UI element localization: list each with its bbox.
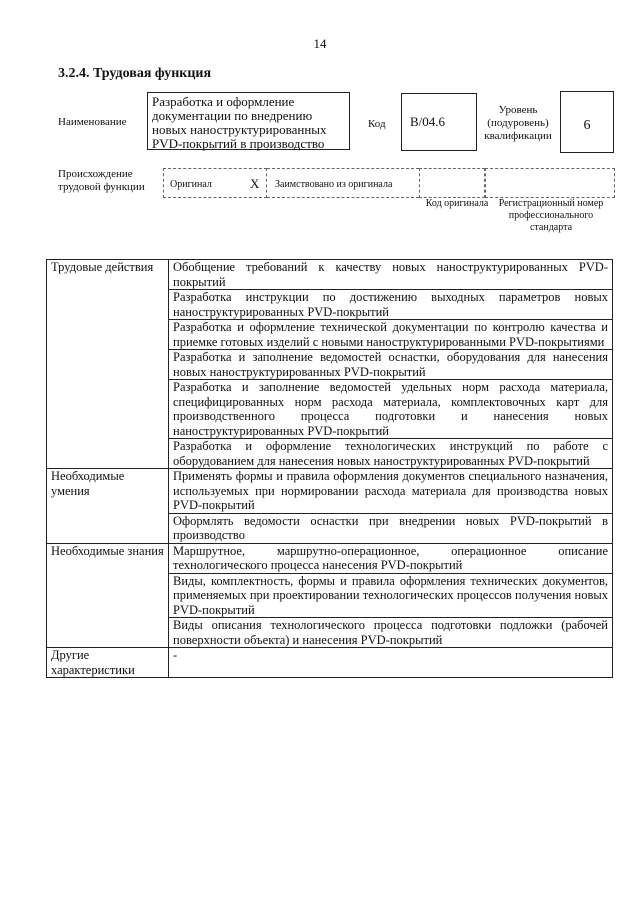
origin-row bbox=[163, 168, 615, 198]
name-value: Разработка и оформление документации по внедрению новых наноструктурированных PVD-покрытий в производство bbox=[147, 92, 350, 150]
code-original-cell bbox=[419, 168, 485, 198]
category-cell: Трудовые действия bbox=[47, 260, 169, 469]
item-cell: Применять формы и правила оформления документов специального назначения, используемых при нормировании расхода материала для производства новых PVD-покрытий bbox=[169, 469, 613, 514]
item-cell: Разработка и заполнение ведомостей оснастки, оборудования для нанесения новых наноструктурированных PVD-покрытий bbox=[169, 350, 613, 380]
borrowed-cell bbox=[267, 168, 419, 198]
item-cell: Разработка и оформление технологических инструкций по работе с оборудованием для нанесения новых наноструктурированных PVD-покрытий bbox=[169, 439, 613, 469]
original-mark: X bbox=[250, 176, 260, 191]
table-row bbox=[47, 543, 613, 573]
item-cell: Оформлять ведомости оснастки при внедрении новых PVD-покрытий в производство bbox=[169, 513, 613, 543]
item-cell: - bbox=[169, 648, 613, 678]
table-row bbox=[47, 648, 613, 678]
item-cell: Разработка и оформление технической документации по контролю качества и приемке готовых изделий с новыми наноструктурированными PVD-покрытиями bbox=[169, 320, 613, 350]
origin-label: Происхождение трудовой функции bbox=[58, 168, 145, 193]
level-label: Уровень (подуровень) квалификации bbox=[484, 104, 552, 142]
original-label: Оригинал bbox=[170, 179, 212, 190]
item-cell: Разработка и заполнение ведомостей удельных норм расхода материала, специфицированных норм расхода материала, комплектовочных карт для производственного процесса подготовки и нанесения новых наноструктурированных PVD-покрытий bbox=[169, 380, 613, 439]
original-cell bbox=[163, 168, 267, 198]
reg-number-label: Регистрационный номер профессионального стандарта bbox=[498, 198, 604, 233]
name-label: Наименование bbox=[58, 116, 127, 128]
code-value: B/04.6 bbox=[401, 93, 477, 151]
category-cell: Необходимые умения bbox=[47, 469, 169, 544]
function-table bbox=[46, 259, 613, 678]
item-cell: Виды описания технологического процесса подготовки подложки (рабочей поверхности объекта) и нанесения PVD-покрытий bbox=[169, 618, 613, 648]
item-cell: Виды, комплектность, формы и правила оформления технических документов, применяемых при проектировании технологических процессов получения новых PVD-покрытий bbox=[169, 573, 613, 618]
table-row bbox=[47, 469, 613, 514]
category-cell: Необходимые знания bbox=[47, 543, 169, 648]
code-label: Код bbox=[368, 118, 386, 130]
item-cell: Обобщение требований к качеству новых наноструктурированных PVD-покрытий bbox=[169, 260, 613, 290]
category-cell: Другие характеристики bbox=[47, 648, 169, 678]
borrowed-label: Заимствовано из оригинала bbox=[275, 179, 393, 190]
table-row bbox=[47, 260, 613, 290]
item-cell: Маршрутное, маршрутно-операционное, операционное описание технологического процесса нанесения PVD-покрытий bbox=[169, 543, 613, 573]
reg-number-cell bbox=[485, 168, 615, 198]
item-cell: Разработка инструкции по достижению выходных параметров новых наноструктурированных PVD-покрытий bbox=[169, 290, 613, 320]
page-number: 14 bbox=[313, 36, 327, 51]
level-value: 6 bbox=[560, 91, 614, 153]
code-original-label: Код оригинала bbox=[425, 198, 489, 209]
section-title: 3.2.4. Трудовая функция bbox=[58, 66, 212, 81]
